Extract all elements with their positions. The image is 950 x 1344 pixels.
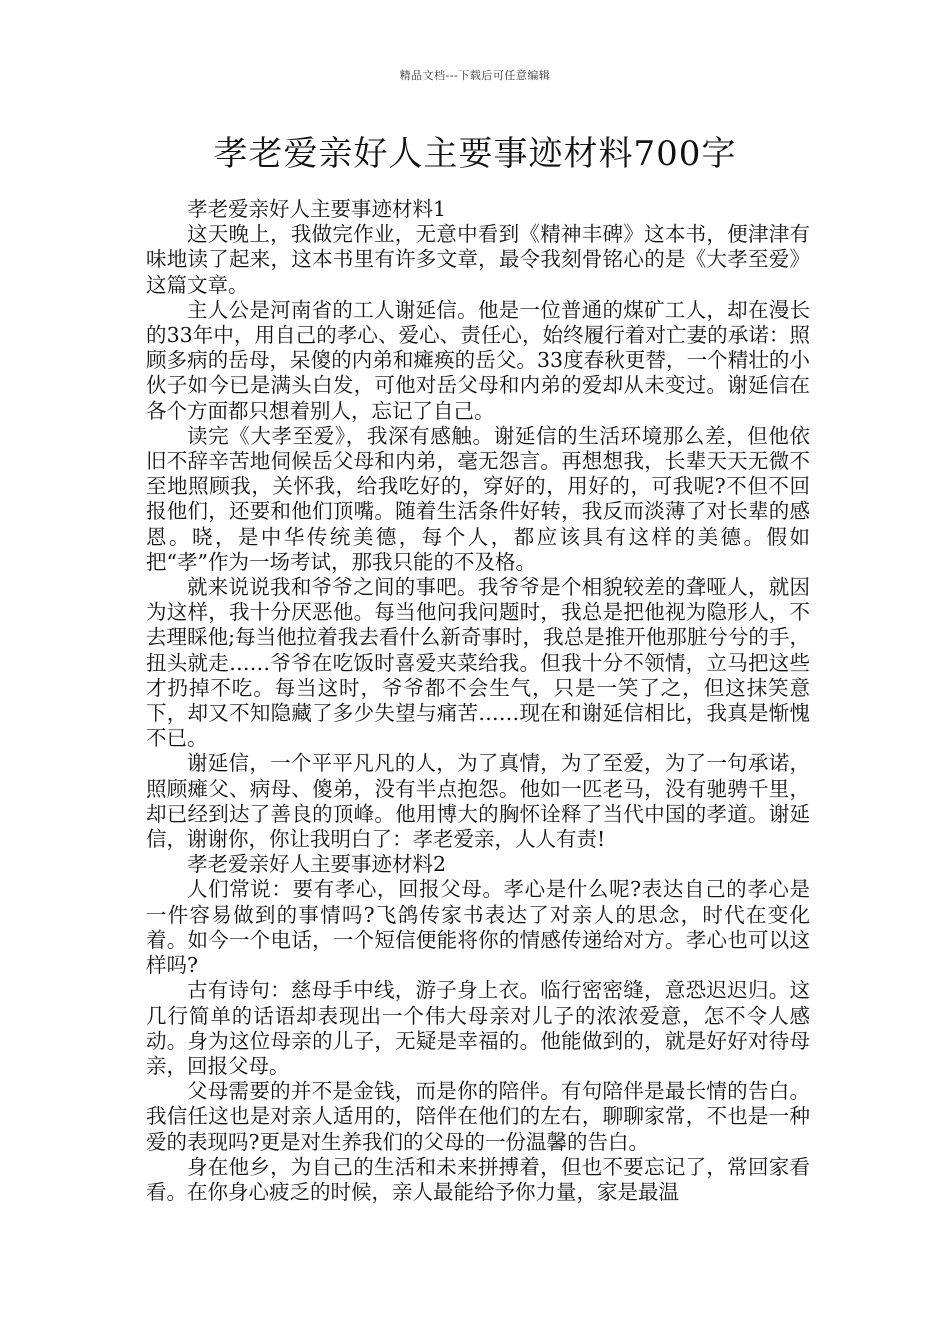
body-paragraph: 身在他乡，为自己的生活和未来拼搏着，但也不要忘记了，常回家看看。在你身心疲乏的时候，亲人最能给予你力量，家是最温 [146,1154,810,1204]
body-paragraph: 父母需要的并不是金钱，而是你的陪伴。有句陪伴是最长情的告白。我信任这也是对亲人适用的，陪伴在他们的左右，聊聊家常，不也是一种爱的表现吗?更是对生养我们的父母的一份温馨的告白。 [146,1079,810,1154]
page-title: 孝老爱亲好人主要事迹材料700字 [213,134,737,174]
body-paragraph: 谢延信，一个平平凡凡的人，为了真情，为了至爱，为了一句承诺，照顾瘫父、病母、傻弟，没有半点抱怨。他如一匹老马，没有驰骋千里，却已经到达了善良的顶峰。他用博大的胸怀诠释了当代中国的孝道。谢延信，谢谢你，你让我明白了：孝老爱亲，人人有责! [146,751,810,852]
body-paragraph: 古有诗句：慈母手中线，游子身上衣。临行密密缝，意恐迟迟归。这几行简单的话语却表现出一个伟大母亲对儿子的浓浓爱意，怎不令人感动。身为这位母亲的儿子，无疑是幸福的。他能做到的，就是好好对待母亲，回报父母。 [146,978,810,1078]
body-paragraph: 就来说说我和爷爷之间的事吧。我爷爷是个相貌较差的聋哑人，就因为这样，我十分厌恶他。每当他问我问题时，我总是把他视为隐形人，不去理睬他;每当他拉着我去看什么新奇事时，我总是推开他那脏兮兮的手，扭头就走……爷爷在吃饭时喜爱夹菜给我。但我十分不领情，立马把这些才扔掉不吃。每当这时，爷爷都不会生气，只是一笑了之，但这抹笑意下，却又不知隐藏了多少失望与痛苦……现在和谢延信相比，我真是惭愧不已。 [146,575,810,751]
section-heading-2: 孝老爱亲好人主要事迹材料2 [187,852,447,877]
document-body [146,197,810,1205]
header-note: 精品文档---下载后可任意编辑 [399,69,551,82]
body-paragraph: 人们常说：要有孝心，回报父母。孝心是什么呢?表达自己的孝心是一件容易做到的事情吗?飞鸽传家书表达了对亲人的思念，时代在变化着。如今一个电话，一个短信便能将你的情感传递给对方。孝心也可以这样吗? [146,877,810,978]
body-paragraph: 主人公是河南省的工人谢延信。他是一位普通的煤矿工人，却在漫长的33年中，用自己的孝心、爱心、责任心，始终履行着对亡妻的承诺：照顾多病的岳母，呆傻的内弟和瘫痪的岳父。33度春秋更替，一个精壮的小伙子如今已是满头白发，可他对岳父母和内弟的爱却从未变过。谢延信在各个方面都只想着别人，忘记了自己。 [146,297,810,423]
body-paragraph: 读完《大孝至爱》，我深有感触。谢延信的生活环境那么差，但他依旧不辞辛苦地伺候岳父母和内弟，毫无怨言。再想想我，长辈天天无微不至地照顾我，关怀我，给我吃好的，穿好的，用好的，可我呢?不但不回报他们，还要和他们顶嘴。随着生活条件好转，我反而淡薄了对长辈的感恩。晓，是中华传统美德，每个人，都应该具有这样的美德。假如把“孝”作为一场考试，那我只能的不及格。 [146,423,810,574]
body-paragraph: 这天晚上，我做完作业，无意中看到《精神丰碑》这本书，便津津有味地读了起来，这本书里有许多文章，最令我刻骨铭心的是《大孝至爱》这篇文章。 [146,222,810,297]
section-heading-1: 孝老爱亲好人主要事迹材料1 [187,197,447,221]
